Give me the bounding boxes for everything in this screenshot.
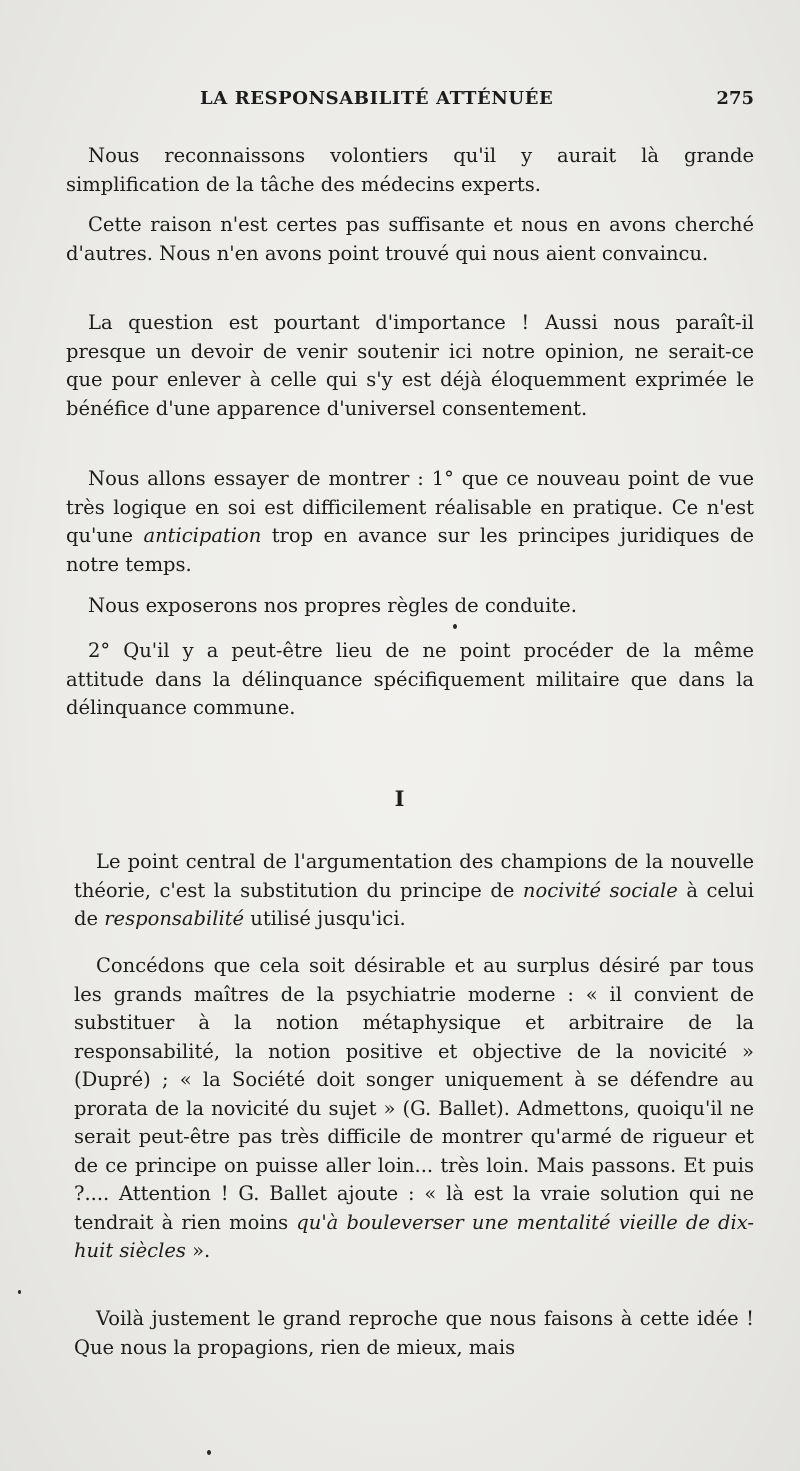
paragraph-4-text [66, 465, 754, 579]
paragraph-6-text: 2° Qu'il y a peut-être lieu de ne point procéder de la même attitude dans la délinquance spécifiquement militaire que dans la délinquance commune. [66, 639, 754, 719]
paragraph-7-text-start: Le point central de l'argumentation des champions de la nouvelle théorie, c'est la substitution du principe de [74, 850, 754, 902]
paragraph-7 [74, 848, 754, 934]
paragraph-6 [66, 637, 754, 723]
paragraph-7-text-end: utilisé jusqu'ici. [244, 907, 406, 930]
paragraph-8-text [74, 952, 754, 1266]
paragraph-1-text: Nous reconnaissons volontiers qu'il y aurait là grande simplification de la tâche des médecins experts. [66, 144, 754, 196]
paragraph-8-italic: qu'à bouleverser une mentalité vieille de dix-huit siècles [74, 1210, 754, 1262]
paragraph-4-italic: anticipation [143, 524, 262, 547]
paragraph-4-text-end: trop en avance sur les principes juridiques de notre temps. [66, 524, 754, 576]
paragraph-7-italic-2: responsabilité [104, 907, 245, 930]
paragraph-8-text-end: ». [185, 1239, 211, 1262]
paragraph-4 [66, 465, 754, 579]
paragraph-9-text: Voilà justement le grand reproche que nous faisons à cette idée ! Que nous la propagions, rien de mieux, mais [74, 1307, 754, 1359]
running-head-title: LA RESPONSABILITÉ ATTÉNUÉE [200, 88, 554, 109]
paragraph-2-text: Cette raison n'est certes pas suffisante et nous en avons cherché d'autres. Nous n'en avons point trouvé qui nous aient convaincu. [66, 213, 754, 265]
paragraph-4-text-start: Nous allons essayer de montrer : 1° que ce nouveau point de vue très logique en soi est difficilement réalisable en pratique. Ce n'est qu'une [66, 467, 754, 547]
paragraph-5-text: Nous exposerons nos propres règles de conduite. [88, 594, 577, 617]
paragraph-3 [66, 309, 754, 423]
running-head [66, 88, 754, 112]
paragraph-7-italic-1: nocivité sociale [522, 878, 678, 902]
ink-speck [453, 624, 457, 629]
page-number: 275 [716, 88, 754, 109]
paragraph-8-text-start: Concédons que cela soit désirable et au surplus désiré par tous les grands maîtres de la psychiatrie moderne : « il convient de substituer à la notion métaphysique et arbitraire de la responsabilité, la notion positive et objective de la novicité » (Dupré) ; « la Société doit songer uniquement à se défendre au prorata de la novicité du sujet » (G. Ballet). Admettons, quoiqu'il ne serait peut-être pas très difficile de montrer qu'armé de rigueur et de ce principe on puisse aller loin... très loin. Mais passons. Et puis ?.... Attention ! G. Ballet ajoute : « là est la vraie solution qui ne tendrait à rien moins [74, 954, 754, 1234]
paragraph-8 [74, 952, 754, 1266]
paragraph-1 [66, 142, 754, 199]
paragraph-7-text-middle: à celui de [74, 878, 754, 930]
paragraph-3-text: La question est pourtant d'importance ! Aussi nous paraît-il presque un devoir de venir soutenir ici notre opinion, ne serait-ce que pour enlever à celle qui s'y est déjà éloquemment exprimée le bénéfice d'une apparence d'universel consentement. [66, 311, 754, 420]
paragraph-2 [66, 211, 754, 268]
section-numeral: I [394, 786, 406, 811]
paragraph-9 [74, 1305, 754, 1362]
paragraph-7-text [74, 848, 754, 934]
ink-speck [18, 1290, 21, 1294]
ink-speck [207, 1450, 211, 1455]
paragraph-5 [66, 592, 754, 621]
